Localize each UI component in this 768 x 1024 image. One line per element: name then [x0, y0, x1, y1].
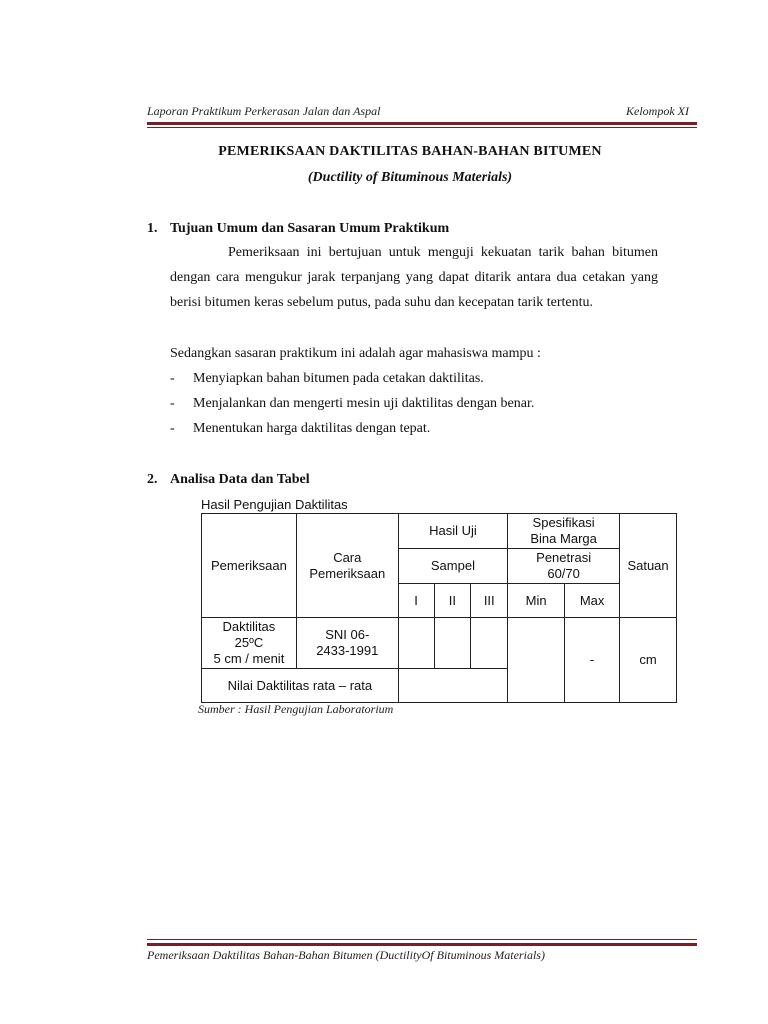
- section-1-number: 1.: [147, 221, 158, 236]
- cell-satuan: cm: [620, 618, 677, 703]
- header-sample-ii: II: [434, 584, 471, 618]
- section-2-number: 2.: [147, 472, 158, 487]
- header-sampel: Sampel: [398, 549, 507, 584]
- cell-max: -: [565, 618, 620, 703]
- header-pemeriksaan: Pemeriksaan: [202, 514, 297, 618]
- list-item: - Menyiapkan bahan bitumen pada cetakan daktilitas.: [170, 371, 484, 386]
- header-spesifikasi: Spesifikasi Bina Marga: [508, 514, 620, 549]
- cell-min: [508, 618, 565, 703]
- header-right: Kelompok XI: [626, 104, 689, 118]
- cell-average-value: [398, 669, 507, 703]
- section-1-title: Tujuan Umum dan Sasaran Umum Praktikum: [170, 221, 450, 236]
- header-left: Laporan Praktikum Perkerasan Jalan dan Aspal: [147, 104, 381, 118]
- section-2-title: Analisa Data dan Tabel: [170, 472, 310, 487]
- document-title: PEMERIKSAAN DAKTILITAS BAHAN-BAHAN BITUMEN: [218, 144, 602, 159]
- header-rule-thin: [147, 127, 697, 128]
- page-header: [147, 104, 697, 119]
- page-footer: Pemeriksaan Daktilitas Bahan-Bahan Bitumen (DuctilityOf Bituminous Materials): [147, 948, 545, 962]
- ductility-table: [201, 513, 677, 703]
- section-2-heading: [147, 472, 310, 488]
- header-max: Max: [565, 584, 620, 618]
- cell-sample-i: [398, 618, 434, 669]
- table-caption: Hasil Pengujian Daktilitas: [201, 497, 348, 512]
- cell-average-label: Nilai Daktilitas rata – rata: [202, 669, 399, 703]
- cell-sample-iii: [471, 618, 508, 669]
- cell-sample-ii: [434, 618, 471, 669]
- header-sample-i: I: [398, 584, 434, 618]
- table-source: Sumber : Hasil Pengujian Laboratorium: [198, 702, 394, 716]
- header-sample-iii: III: [471, 584, 508, 618]
- header-satuan: Satuan: [620, 514, 677, 618]
- header-hasil-uji: Hasil Uji: [398, 514, 507, 549]
- document-subtitle: (Ductility of Bituminous Materials): [307, 170, 513, 185]
- header-cara-pemeriksaan: Cara Pemeriksaan: [296, 514, 398, 618]
- section-1-paragraph-text: Pemeriksaan ini bertujuan untuk menguji kekuatan tarik bahan bitumen dengan cara mengukur jarak terpanjang yang dapat ditarik antara dua cetakan yang berisi bitumen keras sebelum putus, pada suhu dan kecepatan tarik tertentu.: [170, 245, 658, 310]
- cell-pemeriksaan: Daktilitas 25ºC 5 cm / menit: [202, 618, 297, 669]
- footer-rule-thick: [147, 943, 697, 946]
- header-rule-thick: [147, 122, 697, 125]
- footer-rule-thin: [147, 939, 697, 940]
- section-1-intro: Sedangkan sasaran praktikum ini adalah agar mahasiswa mampu :: [170, 346, 541, 361]
- header-penetrasi: Penetrasi 60/70: [508, 549, 620, 584]
- section-1-paragraph: [170, 240, 658, 315]
- header-min: Min: [508, 584, 565, 618]
- list-item: - Menjalankan dan mengerti mesin uji daktilitas dengan benar.: [170, 396, 535, 411]
- list-item: - Menentukan harga daktilitas dengan tepat.: [170, 421, 431, 436]
- cell-cara: SNI 06-2433-1991: [296, 618, 398, 669]
- section-1-heading: [147, 221, 449, 237]
